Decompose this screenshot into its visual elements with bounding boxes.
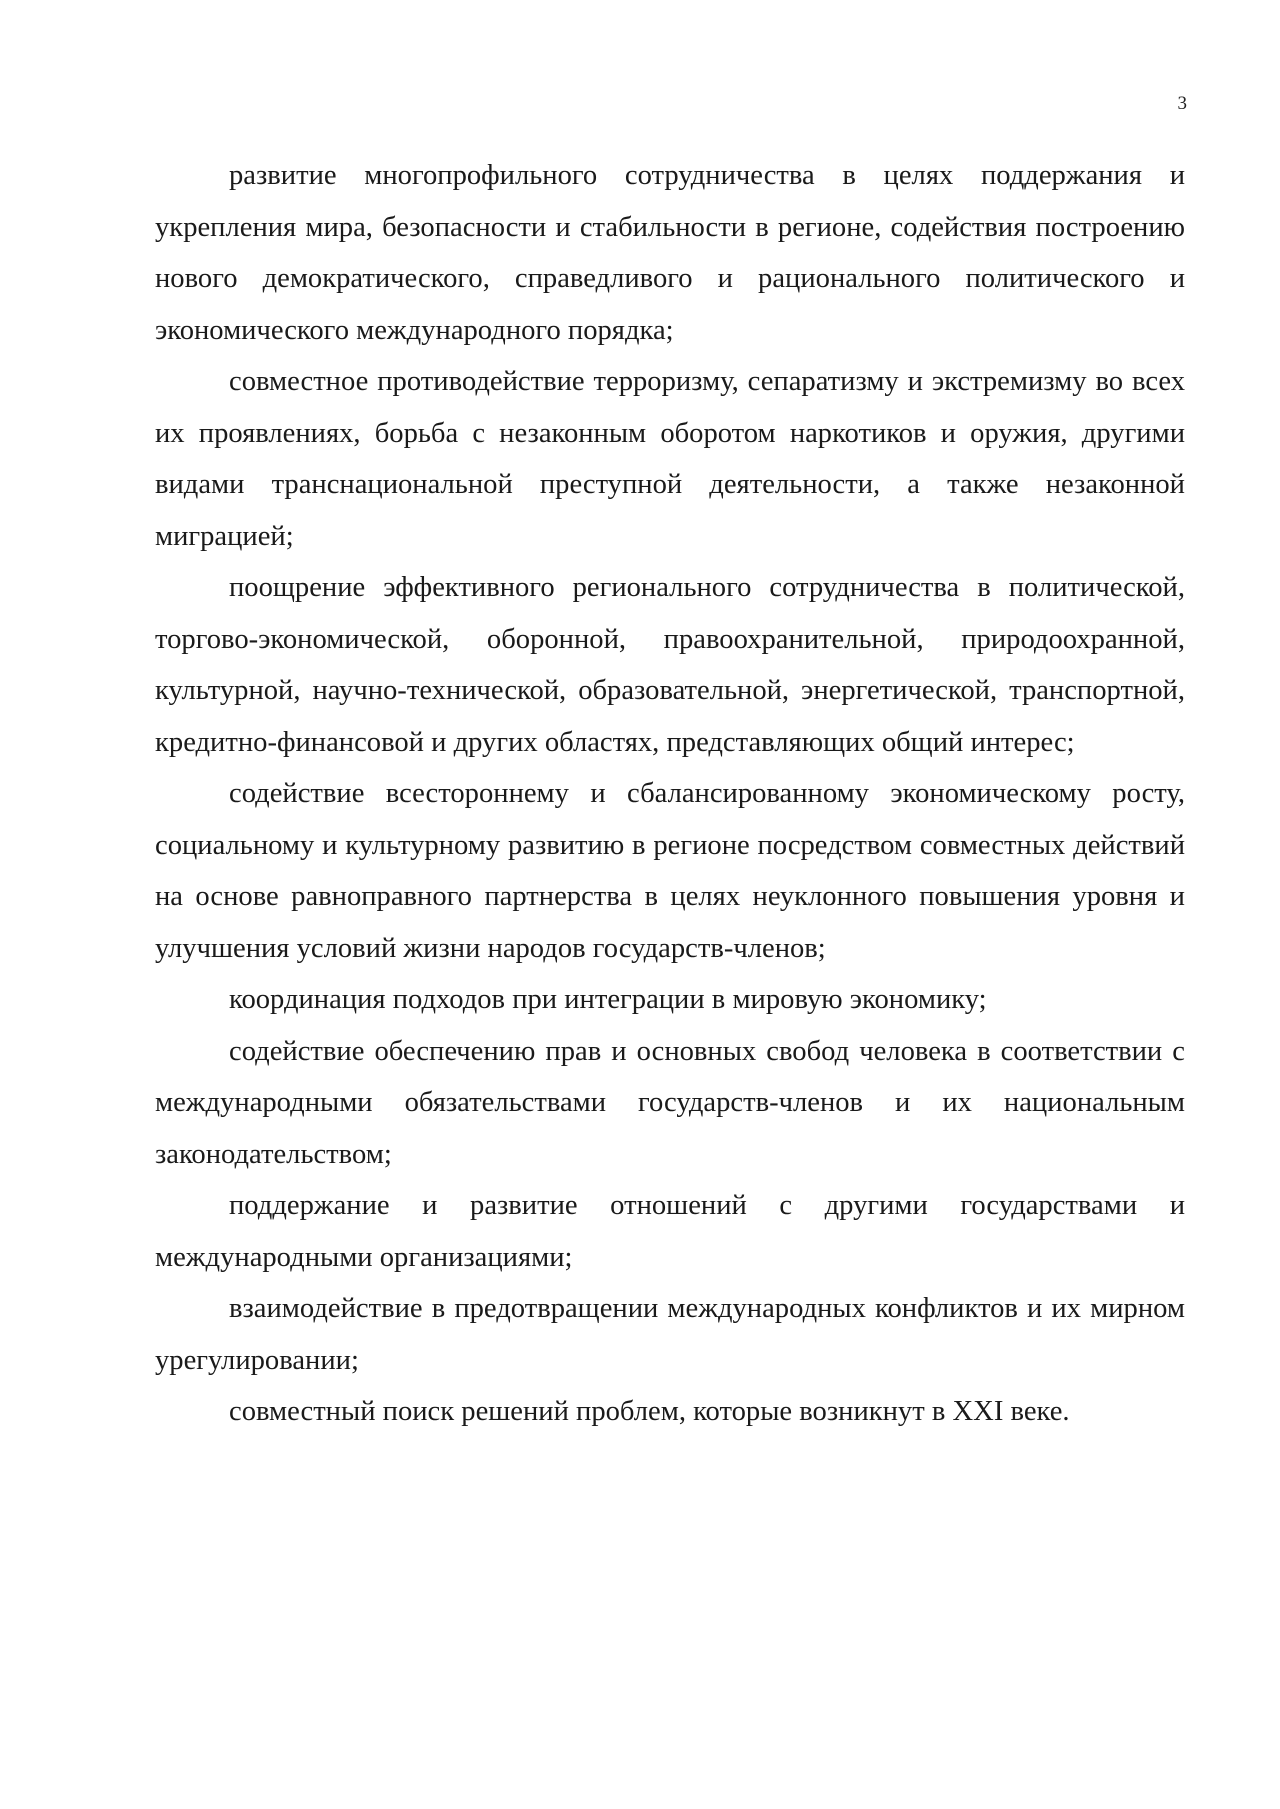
paragraph-5: координация подходов при интеграции в мировую экономику; [229,984,987,1015]
paragraph-9: совместный поиск решений проблем, которые возникнут в XXI веке. [229,1396,1070,1427]
paragraph-1: развитие многопрофильного сотрудничества в целях поддержания и укрепления мира, безопасности и стабильности в регионе, содействия построению нового демократического, справедливого и рационального политического и экономического международного порядка; [155,160,1185,346]
page-number: 3 [1177,93,1187,114]
paragraph-7: поддержание и развитие отношений с другими государствами и международными организациями; [155,1190,1185,1273]
document-body [155,150,1185,1438]
paragraph-8: взаимодействие в предотвращении международных конфликтов и их мирном урегулировании; [155,1293,1185,1376]
paragraph-3: поощрение эффективного регионального сотрудничества в политической, торгово-экономической, оборонной, правоохранительной, природоохранной, культурной, научно-технической, образовательной, энергетической, транспортной, кредитно-финансовой и других областях, представляющих общий интерес; [155,572,1185,758]
paragraph-4: содействие всестороннему и сбалансированному экономическому росту, социальному и культурному развитию в регионе посредством совместных действий на основе равноправного партнерства в целях неуклонного повышения уровня и улучшения условий жизни народов государств-членов; [155,778,1185,964]
paragraph-2: совместное противодействие терроризму, сепаратизму и экстремизму во всех их проявлениях, борьба с незаконным оборотом наркотиков и оружия, другими видами транснациональной преступной деятельности, а также незаконной миграцией; [155,366,1185,552]
paragraph-6: содействие обеспечению прав и основных свобод человека в соответствии с международными обязательствами государств-членов и их национальным законодательством; [155,1035,1185,1170]
